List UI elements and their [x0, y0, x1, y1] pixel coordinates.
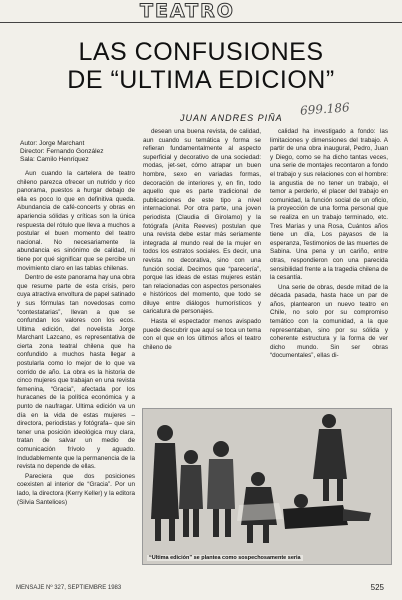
page-number: 525: [370, 583, 384, 592]
footer-issue: MENSAJE Nº 327, SEPTIEMBRE 1983: [16, 585, 122, 591]
photo-caption: “Ultima edición” se plantea como sospechosamente seria: [149, 555, 301, 561]
cast-photo-illustration: [143, 409, 391, 564]
handwritten-catalog-note: 699.186: [299, 100, 351, 118]
section-banner: [0, 0, 402, 23]
credits-block: [20, 140, 145, 163]
article-title-line1: LAS CONFUSIONES: [78, 38, 324, 66]
paragraph: Aun cuando la cartelera de teatro chileno parezca ofrecer un nutrido y rico panorama, puestos a hurgar debajo de ella es poco lo que en definitiva queda. Abundancia de café-concerts y obras en apariencia sólidas y críticas son la única respuesta del rótulo que lleva a muchos a postular el buen momento del teatro nacional. No necesariamente la abundancia es sinónimo de calidad, ni tiene por qué significar que se percibe un movimiento claro en las tablas chilenas.: [17, 170, 135, 272]
text-column-2: [143, 128, 261, 353]
paragraph: calidad ha investigado a fondo: las limitaciones y dimensiones del trabajo. A partir de una obra inaugural, Pedro, Juan y Diego, como se ha dicho tantas veces, una serie de montajes recontaron a fondo el trabajo y sus relaciones con el hombre: la angustia de no tener un trabajo, el temor a perderlo, el placer del trabajo en comunidad, la función social de un oficio, la proyección de una forma personal que se realiza en un trabajo terminado, etc. Tres Marías y una Rosa, Cuántos años tiene un día, Los payasos de la esperanza, Testimonios de las muertes de Sabina. Una pena y un cariño, entre otras, respondieron con una parecida sensibilidad frente a la tragedia chilena de la cesantía.: [270, 128, 388, 282]
section-label: TEATRO: [140, 0, 235, 22]
credit-author: Autor: Jorge Marchant: [20, 140, 85, 147]
paragraph: Dentro de este panorama hay una obra que resume parte de esta crisis, pero cuya atractiva envoltura de papel satinado y sus fórmulas tan novedosas como “contestatarias”, llevan a que se confundan los valores con los ecos. Ultima edición, del novelista Jorge Marchant Lazcano, es representativa de cierta zona teatral chilena que ha confundido a muchos hasta llegar a postularla como lo mejor de lo que va corrido de año. La obra es la historia de cinco mujeres que trabajan en una revista femenina, “Gracia”, afectada por los huracanes de la política económica y a punto de naufragar. Ultima edición va un día en la vida de estas mujeres –directora, periodistas y fotógrafa– que sin tener una posición ideológica muy clara, tratan de salvar un medio de comunicación frívolo y aguado. Indudablemente que la permanencia de la revista no depende de ellas.: [17, 274, 135, 471]
cast-photo: [142, 408, 392, 565]
paragraph: Una serie de obras, desde mitad de la década pasada, hasta hace un par de años, plantearon un nuevo teatro en Chile, no solo por su compromiso temático con la comunidad, a la que representaban, sino por su sólida y coherente estructura y la forma de ver dicho mundo. Sin ser obras “documentales”, ellas di-: [270, 283, 388, 360]
text-column-1: [17, 170, 135, 508]
text-column-3: [270, 128, 388, 362]
paragraph: Pareciera que dos posiciones coexisten al interior de “Gracia”. Por un lado, la directora (Kerry Keller) y la editora (Silvia Santelices): [17, 472, 135, 506]
credit-venue: Sala: Camilo Henríquez: [20, 155, 89, 163]
paragraph: desean una buena revista, de calidad, aun cuando su temática y forma se refieran fundamentalmente al aspecto superficial y decorativo de una sociedad: modas, jet-set, cómo atrapar un buen hombre, sexo en variadas formas, decoración de interiores y, en fin, todo aquello que es parte tradicional de publicaciones de este tipo a nivel internacional. Por otra parte, una joven periodista (Claudia di Girolamo) y la fotógrafa (Anita Reeves) postulan que una revista debe estar más seriamente integrada al mundo real de la mujer en todos los estratos sociales. Es decir, una revista no decorativa, sino con una función social. Decimos que “parecería”, porque las ideas de estas mujeres están tan relacionadas con aspectos personales e históricos del momento, que todo se diluye entre diálogos humorísticos y caricatura de personajes.: [143, 128, 261, 316]
byline: JUAN ANDRES PIÑA: [180, 113, 283, 123]
credit-director: Director: Fernando González: [20, 147, 104, 155]
paragraph: Hasta el espectador menos avispado puede descubrir que aquí se toca un tema con el que en los últimos años el teatro chileno de: [143, 318, 261, 351]
article-title-line2: DE “ULTIMA EDICION”: [67, 66, 335, 94]
